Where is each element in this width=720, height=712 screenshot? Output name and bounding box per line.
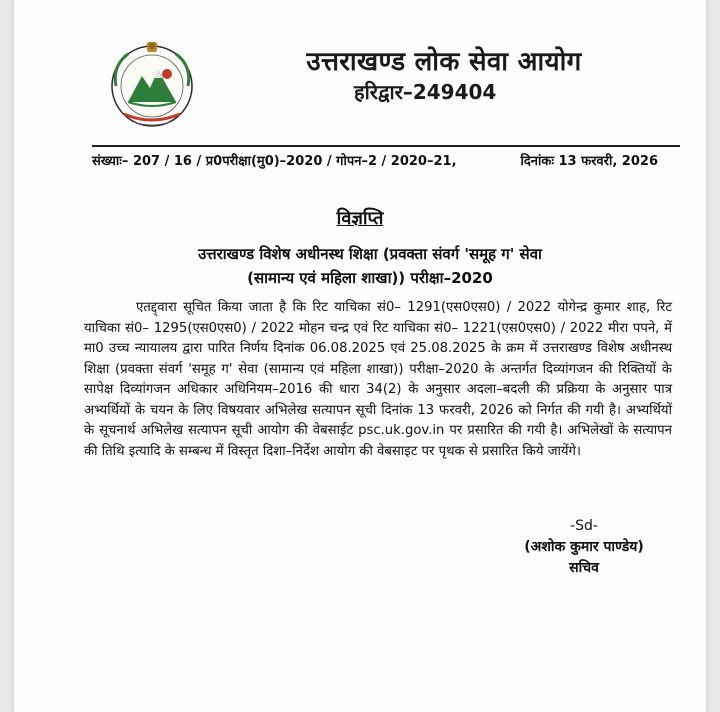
emblem-icon — [102, 36, 202, 140]
signed-mark: -Sd- — [570, 518, 598, 534]
notice-subject — [104, 242, 636, 290]
signatory-name: (अशोक कुमार पाण्डेय) — [524, 539, 644, 555]
organization-address: हरिद्वार–249404 — [354, 80, 497, 104]
subject-line-2: (सामान्य एवं महिला शाखा)) परीक्षा–2020 — [247, 269, 493, 287]
signatory-designation: सचिव — [569, 560, 599, 576]
notice-heading: विज्ञप्ति — [336, 208, 384, 229]
notice-body: एतद्द्वारा सूचित किया जाता है कि रिट याचिका सं0– 1291(एस0एस0) / 2022 योगेन्द्र कुमार शाह, रिट याचिका सं0– 1295(एस0एस0) / 2022 मोहन चन्द्र एवं रिट याचिका सं0– 1221(एस0एस0) / 2022 मीरा पपने, में मा0 उच्च न्यायालय द्वारा पारित निर्णय दिनांक 06.08.2025 एवं 25.08.2025 के क्रम में उत्तराखण्ड विशेष अधीनस्थ शिक्षा (प्रवक्ता संवर्ग 'समूह ग' सेवा (सामान्य एवं महिला शाखा)) परीक्षा–2020 के अन्तर्गत दिव्यांगजन की रिक्तियों के सापेक्ष दिव्यांगजन अधिकार अधिनियम–2016 की धारा 34(2) के अनुसार अदला–बदली की प्रक्रिया के अनुसार पात्र अभ्यर्थियों के चयन के लिए विषयवार अभिलेख सत्यापन सूची दिनांक 13 फरवरी, 2026 को निर्गत की गयी है। अभ्यर्थियों के सूचनार्थ अभिलेख सत्यापन सूची आयोग की वेबसाईट psc.uk.gov.in पर प्रसारित की गयी है। अभिलेखों के सत्यापन की तिथि इत्यादि के सम्बन्ध में विस्तृत दिशा–निर्देश आयोग की वेबसाइट पर पृथक से प्रसारित किये जायेंगे। — [84, 300, 672, 459]
notice-heading-wrap — [14, 206, 706, 230]
document-page — [14, 0, 706, 712]
notice-date: दिनांकः 13 फरवरी, 2026 — [520, 154, 658, 169]
commission-logo — [102, 36, 202, 140]
header-divider — [92, 145, 680, 147]
organization-name: उत्तराखण्ड लोक सेवा आयोग — [306, 47, 582, 77]
subject-line-1: उत्तराखण्ड विशेष अधीनस्थ शिक्षा (प्रवक्ता संवर्ग 'समूह ग' सेवा — [198, 245, 542, 263]
reference-number: संख्याः– 207 / 16 / प्र0परीक्षा(मु0)–2020 / गोपन–2 / 2020–21, — [92, 154, 457, 169]
signature-block — [484, 516, 684, 579]
